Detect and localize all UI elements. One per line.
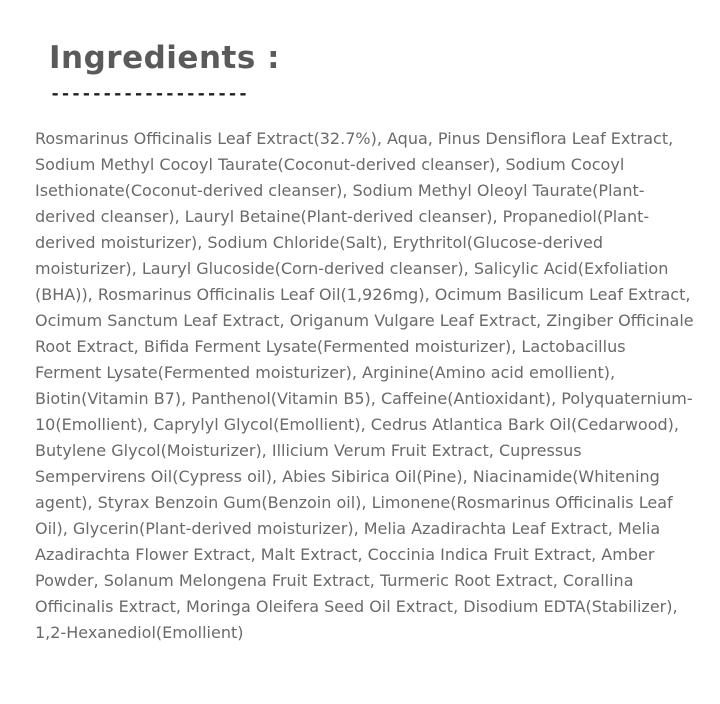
- ingredients-list: Rosmarinus Officinalis Leaf Extract(32.7%), Aqua, Pinus Densiflora Leaf Extract, Sodium Methyl Cocoyl Taurate(Coconut-derived cleanser), Sodium Cocoyl Isethionate(Coconut-derived cleanser), Sodium Methyl Oleoyl Taurate(Plant-derived cleanser), Lauryl Betaine(Plant-derived cleanser), Propanediol(Plant-derived moisturizer), Sodium Chloride(Salt), Erythritol(Glucose-derived moisturizer), Lauryl Glucoside(Corn-derived cleanser), Salicylic Acid(Exfoliation (BHA)), Rosmarinus Officinalis Leaf Oil(1,926mg), Ocimum Basilicum Leaf Extract, Ocimum Sanctum Leaf Extract, Origanum Vulgare Leaf Extract, Zingiber Officinale Root Extract, Bifida Ferment Lysate(Fermented moisturizer), Lactobacillus Ferment Lysate(Fermented moisturizer), Arginine(Amino acid emollient), Biotin(Vitamin B7), Panthenol(Vitamin B5), Caffeine(Antioxidant), Polyquaternium-10(Emollient), Caprylyl Glycol(Emollient), Cedrus Atlantica Bark Oil(Cedarwood), Butylene Glycol(Moisturizer), Illicium Verum Fruit Extract, Cupressus Sempervirens Oil(Cypress oil), Abies Sibirica Oil(Pine), Niacinamide(Whitening agent), Styrax Benzoin Gum(Benzoin oil), Limonene(Rosmarinus Officinalis Leaf Oil), Glycerin(Plant-derived moisturizer), Melia Azadirachta Leaf Extract, Melia Azadirachta Flower Extract, Malt Extract, Coccinia Indica Fruit Extract, Amber Powder, Solanum Melongena Fruit Extract, Turmeric Root Extract, Corallina Officinalis Extract, Moringa Oleifera Seed Oil Extract, Disodium EDTA(Stabilizer), 1,2-Hexanediol(Emollient): [35, 129, 694, 642]
- page-title: Ingredients :: [49, 40, 280, 76]
- heading-divider: -------------------: [50, 84, 249, 104]
